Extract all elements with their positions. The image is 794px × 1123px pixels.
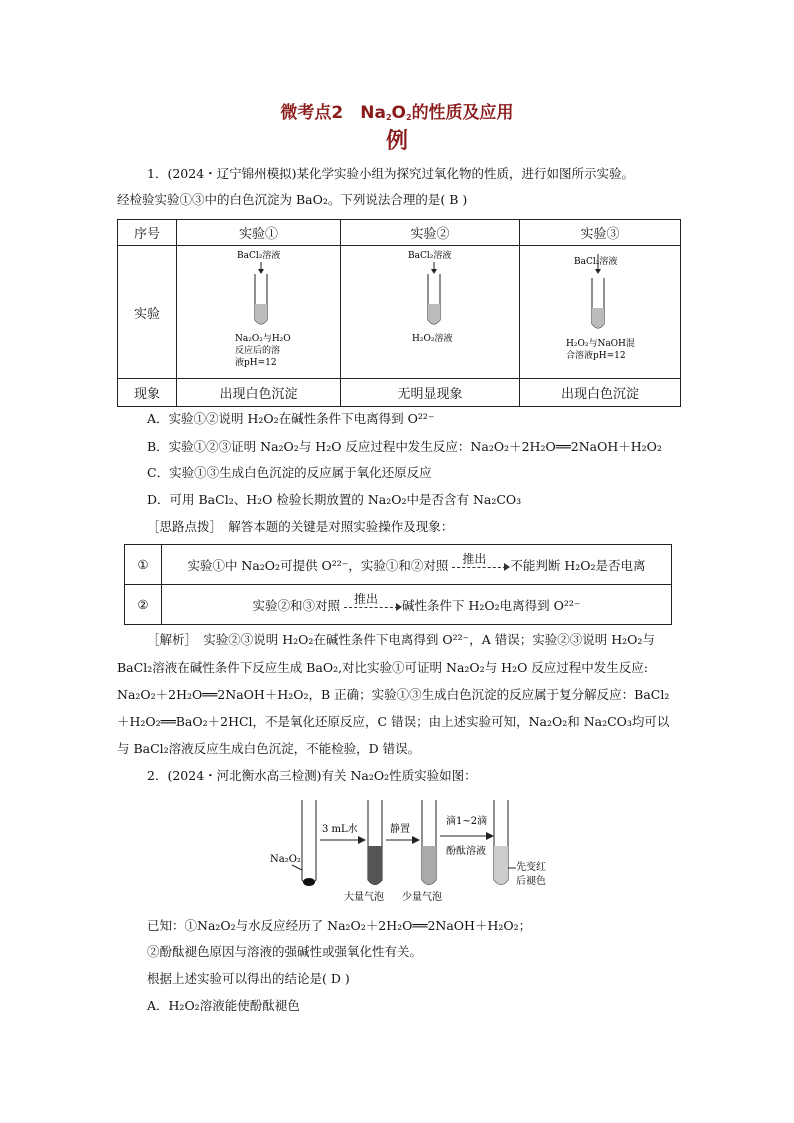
q1-option-a: A．实验①②说明 H₂O₂在碱性条件下电离得到 O²²⁻ (147, 411, 435, 426)
q1-stem-line1: 1．(2024・辽宁锦州模拟)某化学实验小组为探究过氧化物的性质，进行如图所示实验。 (147, 166, 635, 181)
dashed-arrow-icon: 推出 (452, 559, 510, 573)
test-tube-diagram-2 (342, 246, 518, 374)
q2-known-line2: ②酚酞褪色原因与溶液的强碱性或强氧化性有关。 (147, 944, 423, 959)
exp3-observation: 出现白色沉淀 (520, 379, 681, 407)
page-title: 微考点2 $Na_2O_2$的性质及应用 (280, 103, 514, 123)
hint-row2-conclusion: 碱性条件下 H₂O₂电离得到 O²²⁻ (402, 597, 581, 613)
diagram-step2-label: 静置 (390, 824, 410, 835)
q2-stem: 2．(2024・河北衡水高三检测)有关 Na₂O₂性质实验如图： (147, 768, 477, 783)
exp1-solution-label-b: 反应后的溶 (234, 346, 280, 356)
col-header-index: 序号 (118, 220, 177, 246)
diagram-step3-label-b: 酚酞溶液 (446, 846, 486, 857)
analysis-line2: BaCl₂溶液在碱性条件下反应生成 BaO₂,对比实验①可证明 Na₂O₂与 H₂O 反应过程中发生反应: (117, 660, 649, 675)
hint-row2 (162, 585, 672, 625)
exp2-figure (341, 246, 520, 379)
row-label-experiment: 实验 (118, 246, 177, 379)
row-label-observation: 现象 (118, 379, 177, 407)
diagram-caption-2: 少量气泡 (402, 892, 442, 902)
exp3-header: 实验③ (520, 220, 681, 246)
reagent-label-2: BaCl₂溶液 (408, 251, 452, 261)
analysis-line3: Na₂O₂＋2H₂O══2NaOH＋H₂O₂，B 正确；实验①③生成白色沉淀的反应属于复分解反应：BaCl₂ (117, 687, 670, 702)
hint-row1-premise: 实验①中 Na₂O₂可提供 O²²⁻，实验①和②对照 (187, 557, 449, 573)
exp3-solution-label-b: 合溶液pH=12 (566, 351, 626, 361)
hint-row1-num: ① (125, 545, 162, 585)
q2-question: 根据上述实验可以得出的结论是( D ) (147, 971, 350, 986)
exp2-header: 实验② (341, 220, 520, 246)
reagent-label-1: BaCl₂溶液 (236, 251, 280, 261)
hint-row1-conclusion: 不能判断 H₂O₂是否电离 (510, 557, 646, 573)
section-label: 例 (385, 129, 408, 154)
experiment-table (117, 219, 681, 407)
exp1-observation: 出现白色沉淀 (177, 379, 341, 407)
q2-option-a: A．H₂O₂溶液能使酚酞褪色 (147, 998, 300, 1013)
diagram-caption-1: 大量气泡 (344, 892, 384, 902)
hint-row2-premise: 实验②和③对照 (252, 597, 341, 613)
test-tube-diagram-1 (179, 246, 339, 374)
q1-option-b: B．实验①②③证明 Na₂O₂与 H₂O 反应过程中发生反应：Na₂O₂＋2H₂O══2NaOH＋H₂O₂ (147, 439, 662, 454)
exp2-observation: 无明显现象 (341, 379, 520, 407)
exp1-figure (177, 246, 341, 379)
q2-experiment-diagram (262, 796, 562, 902)
diagram-result-label-b: 后褪色 (516, 876, 546, 887)
hint-row1 (162, 545, 672, 585)
diagram-step1-label: 3 mL水 (322, 824, 358, 835)
analysis-line1: ［解析］ 实验②③说明 H₂O₂在碱性条件下电离得到 O²²⁻，A 错误；实验②③说明 H₂O₂与 (147, 632, 655, 647)
exp1-solution-label-c: 液pH=12 (234, 358, 277, 368)
hint-title: ［思路点拨］ 解答本题的关键是对照实验操作及现象： (147, 519, 454, 534)
q1-stem-line2: 经检验实验①③中的白色沉淀为 BaO₂。下列说法合理的是( B ) (117, 192, 468, 207)
q1-option-d: D．可用 BaCl₂、H₂O 检验长期放置的 Na₂O₂中是否含有 Na₂CO₃ (147, 492, 522, 507)
exp3-figure (520, 246, 681, 379)
reagent-label-3: BaCl₂溶液 (574, 257, 618, 267)
q2-known-line1: 已知：①Na₂O₂与水反应经历了 Na₂O₂＋2H₂O══2NaOH＋H₂O₂； (147, 918, 532, 933)
exp1-header: 实验① (177, 220, 341, 246)
diagram-result-label-a: 先变红 (516, 862, 546, 873)
exp2-solution-label: H₂O₂溶液 (412, 334, 453, 344)
test-tube-diagram-3 (520, 246, 680, 374)
analysis-line4: ＋H₂O₂══BaO₂＋2HCl，不是氧化还原反应，C 错误；由上述实验可知，Na₂O₂和 Na₂CO₃均可以 (117, 714, 670, 729)
exp3-solution-label-a: H₂O₂与NaOH混 (566, 339, 635, 349)
dashed-arrow-icon: 推出 (344, 599, 402, 613)
diagram-step3-label-a: 滴1~2滴 (446, 816, 488, 827)
hint-table (124, 544, 672, 625)
q1-option-c: C．实验①③生成白色沉淀的反应属于氧化还原反应 (147, 465, 432, 480)
exp1-solution-label-a: Na₂O₂与H₂O (234, 334, 291, 344)
diagram-reagent-label: Na₂O₂ (270, 854, 301, 865)
hint-row2-num: ② (125, 585, 162, 625)
analysis-line5: 与 BaCl₂溶液反应生成白色沉淀，不能检验，D 错误。 (117, 741, 421, 756)
